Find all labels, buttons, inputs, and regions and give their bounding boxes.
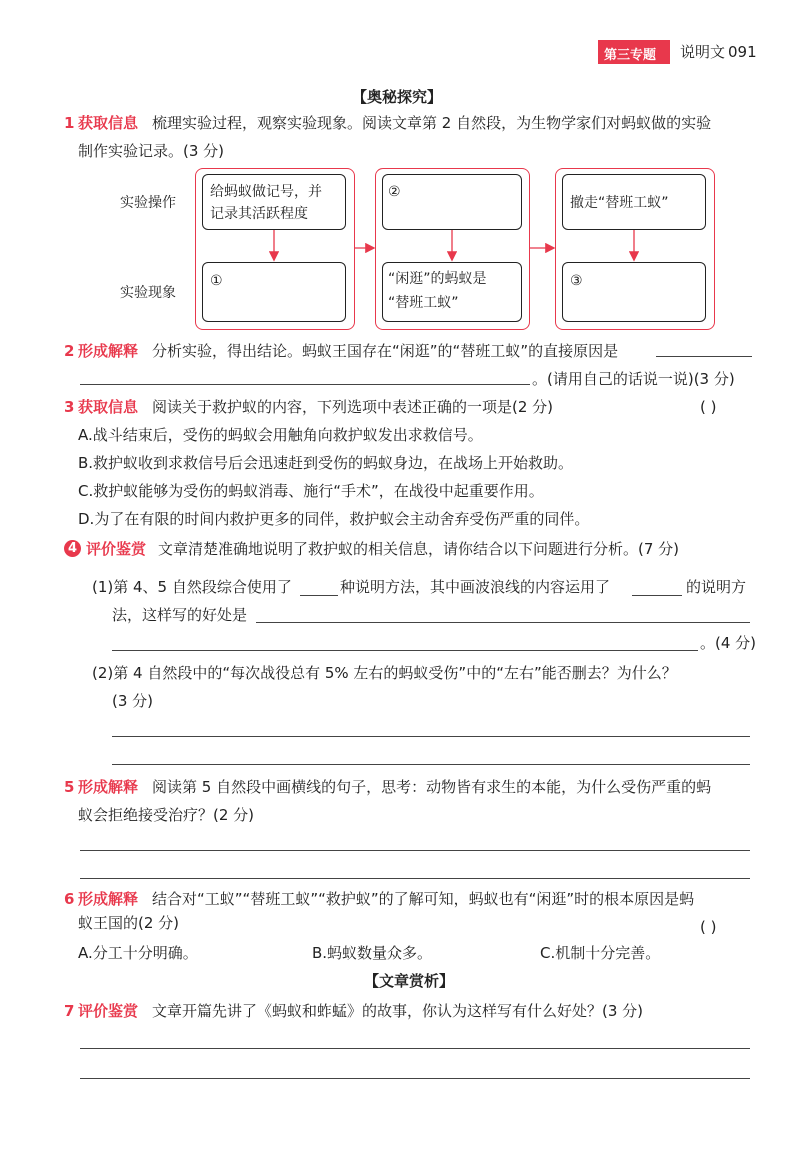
q3-option-a: A.战斗结束后，受伤的蚂蚁会用触角向救护蚁发出求救信号。 [78,426,483,444]
q5-stem-line2: 蚁会拒绝接受治疗？(2 分) [78,806,255,824]
q2-answer-line-1[interactable] [656,356,752,357]
q4-sub1-part-c: 的说明方 [686,578,747,596]
q4-number: 4 [68,541,78,556]
q6-option-a: A.分工十分明确。 [78,944,198,962]
q3-option-c: C.救护蚁能够为受伤的蚂蚁消毒、施行“手术”，在战役中起重要作用。 [78,482,544,500]
q4-sub1-answer-line-1[interactable] [256,622,750,623]
q3-option-b: B.救护蚁收到求救信号后会迅速赶到受伤的蚂蚁身边，在战场上开始救助。 [78,454,574,472]
q4-tag: 评价鉴赏 [86,540,147,558]
q4-sub1-part-b: 种说明方法，其中画波浪线的内容运用了 [340,578,611,596]
q5-answer-line-2[interactable] [80,878,750,879]
q6-stem-line2: 蚁王国的(2 分) [78,914,180,932]
q1-number: 1 [64,114,75,132]
q2-number: 2 [64,342,75,360]
operation-3-text: 撤走“替班工蚁” [570,195,669,211]
section-title-explore: 【奥秘探究】 [352,88,443,106]
q4-sub1-blank-method[interactable] [632,595,682,596]
q7-answer-line-2[interactable] [80,1078,750,1079]
q7-stem: 文章开篇先讲了《蚂蚁和蚱蜢》的故事，你认为这样写有什么好处？(3 分) [152,1002,644,1020]
section-title-appreciation: 【文章赏析】 [364,972,455,990]
q2-stem-line1: 分析实验，得出结论。蚂蚁王国存在“闲逛”的“替班工蚁”的直接原因是 [152,342,619,360]
phenomenon-3-blank: ③ [570,273,583,289]
phenomenon-2-line1: “闲逛”的蚂蚁是 [388,271,487,287]
q6-stem-line1: 结合对“工蚁”“替班工蚁”“救护蚁”的了解可知，蚂蚁也有“闲逛”时的根本原因是蚂 [152,890,695,908]
q4-sub2-line2: (3 分) [112,692,154,710]
operation-2-blank: ② [388,184,401,200]
q1-stem-line1: 梳理实验过程，观察实验现象。阅读文章第 2 自然段，为生物学家们对蚂蚁做的实验 [152,114,712,132]
q1-stem-line2: 制作实验记录。(3 分) [78,142,225,160]
q6-number: 6 [64,890,75,908]
header-page-number: 091 [728,43,757,61]
q6-tag: 形成解释 [78,890,139,908]
q4-sub1-blank-count[interactable] [300,595,338,596]
q4-sub2-answer-line-2[interactable] [112,764,750,765]
q2-stem-line2: 。(请用自己的话说一说)(3 分) [532,370,735,388]
q4-sub1-part-a: (1)第 4、5 自然段综合使用了 [92,578,292,596]
q2-tag: 形成解释 [78,342,139,360]
q4-sub2-line1: (2)第 4 自然段中的“每次战役总有 5% 左右的蚂蚁受伤”中的“左右”能否删去？为什么？ [92,664,677,682]
operation-1-line2: 记录其活跃程度 [210,206,308,222]
q3-option-d: D.为了在有限的时间内救护更多的同伴，救护蚁会主动舍弃受伤严重的同伴。 [78,510,590,528]
header-section: 第三专题 [604,48,657,63]
q4-sub2-answer-line-1[interactable] [112,736,750,737]
q6-option-b: B.蚂蚁数量众多。 [312,944,433,962]
q6-answer-paren[interactable]: ( ) [700,918,717,936]
q5-stem-line1: 阅读第 5 自然段中画横线的句子，思考：动物皆有求生的本能，为什么受伤严重的蚂 [152,778,712,796]
phenomenon-1-blank: ① [210,273,223,289]
phenomenon-2-line2: “替班工蚁” [388,295,459,311]
q5-number: 5 [64,778,75,796]
q4-sub1-line2: 法，这样写的好处是 [112,606,248,624]
q7-number: 7 [64,1002,75,1020]
q7-tag: 评价鉴赏 [78,1002,139,1020]
label-operation: 实验操作 [120,195,176,211]
q5-tag: 形成解释 [78,778,139,796]
q3-answer-paren[interactable]: ( ) [700,398,717,416]
q2-answer-line-2[interactable] [80,384,530,385]
q3-number: 3 [64,398,75,416]
header-subject: 说明文 [680,43,726,61]
q5-answer-line-1[interactable] [80,850,750,851]
q7-answer-line-1[interactable] [80,1048,750,1049]
operation-1-line1: 给蚂蚁做记号，并 [210,184,322,200]
q4-sub1-answer-line-2[interactable] [112,650,698,651]
q3-stem: 阅读关于救护蚁的内容，下列选项中表述正确的一项是(2 分) [152,398,554,416]
q3-tag: 获取信息 [78,398,139,416]
label-phenomenon: 实验现象 [120,285,176,301]
q1-tag: 获取信息 [78,114,139,132]
q6-option-c: C.机制十分完善。 [540,944,661,962]
q4-stem: 文章清楚准确地说明了救护蚁的相关信息，请你结合以下问题进行分析。(7 分) [158,540,680,558]
q4-sub1-end: 。(4 分) [700,634,757,652]
flow-arrows [0,0,800,340]
